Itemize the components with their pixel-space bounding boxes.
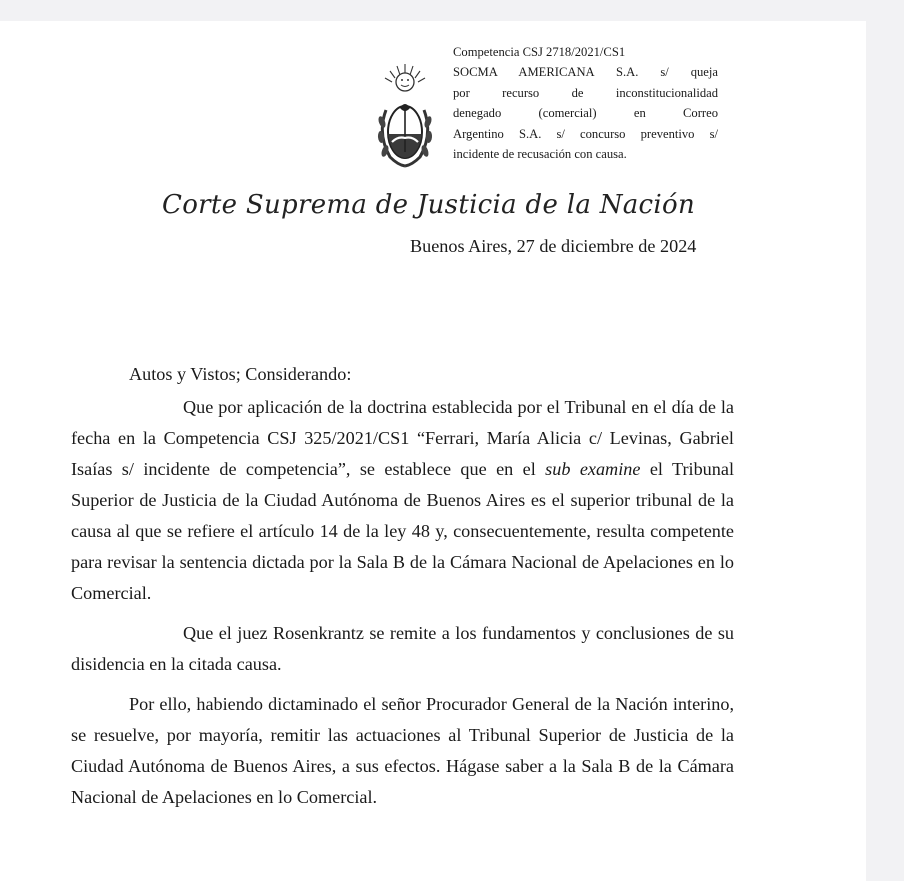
case-caption bbox=[453, 42, 718, 164]
argentina-coat-of-arms-icon bbox=[374, 62, 436, 172]
document-date: Buenos Aires, 27 de diciembre de 2024 bbox=[410, 236, 697, 256]
caption-line: por recurso de inconstitucionalidad bbox=[453, 85, 718, 100]
paragraph-considerando-2: Que el juez Rosenkrantz se remite a los fundamentos y conclusiones de su disidencia en la citada causa. bbox=[71, 623, 734, 674]
paragraph-resolution: Por ello, habiendo dictaminado el señor Procurador General de la Nación interino, se resuelve, por mayoría, remitir las actuaciones al Tribunal Superior de Justicia de la Ciudad Autónoma de Buenos Aires, a sus efectos. Hágase saber a la Sala B de la Cámara Nacional de Apelaciones en lo Comercial. bbox=[71, 694, 734, 807]
heading-autos-y-vistos: Autos y Vistos; Considerando: bbox=[129, 364, 352, 384]
caption-line: Competencia CSJ 2718/2021/CS1 bbox=[453, 45, 626, 59]
paragraph-text: el Tribunal Superior de Justicia de la Ciudad Autónoma de Buenos Aires es el superior tribunal de la causa al que se refiere el artículo 14 de la ley 48 y, consecuentemente, resulta competente para revisar la sentencia dictada por la Sala B de la Cámara Nacional de Apelaciones en lo Comercial. bbox=[71, 459, 734, 603]
caption-line: SOCMA AMERICANA S.A. s/ queja bbox=[453, 65, 718, 80]
paragraph-text: Que por aplicación de la doctrina establecida por el Tribunal en el día de la fecha en la Competencia CSJ 325/2021/CS1 “Ferrari, María Alicia c/ Levinas, Gabriel Isaías s/ incidente de competencia”, se establece que en el bbox=[71, 397, 734, 479]
italic-term: sub examine bbox=[545, 459, 641, 479]
court-name: Corte Suprema de Justicia de la Nación bbox=[162, 190, 696, 220]
document-body bbox=[71, 359, 734, 813]
caption-line: denegado (comercial) en Correo bbox=[453, 106, 718, 121]
paragraph-considerando-1 bbox=[71, 392, 734, 609]
caption-line: Argentino S.A. s/ concurso preventivo s/ bbox=[453, 126, 718, 141]
caption-line: incidente de recusación con causa. bbox=[453, 147, 627, 162]
